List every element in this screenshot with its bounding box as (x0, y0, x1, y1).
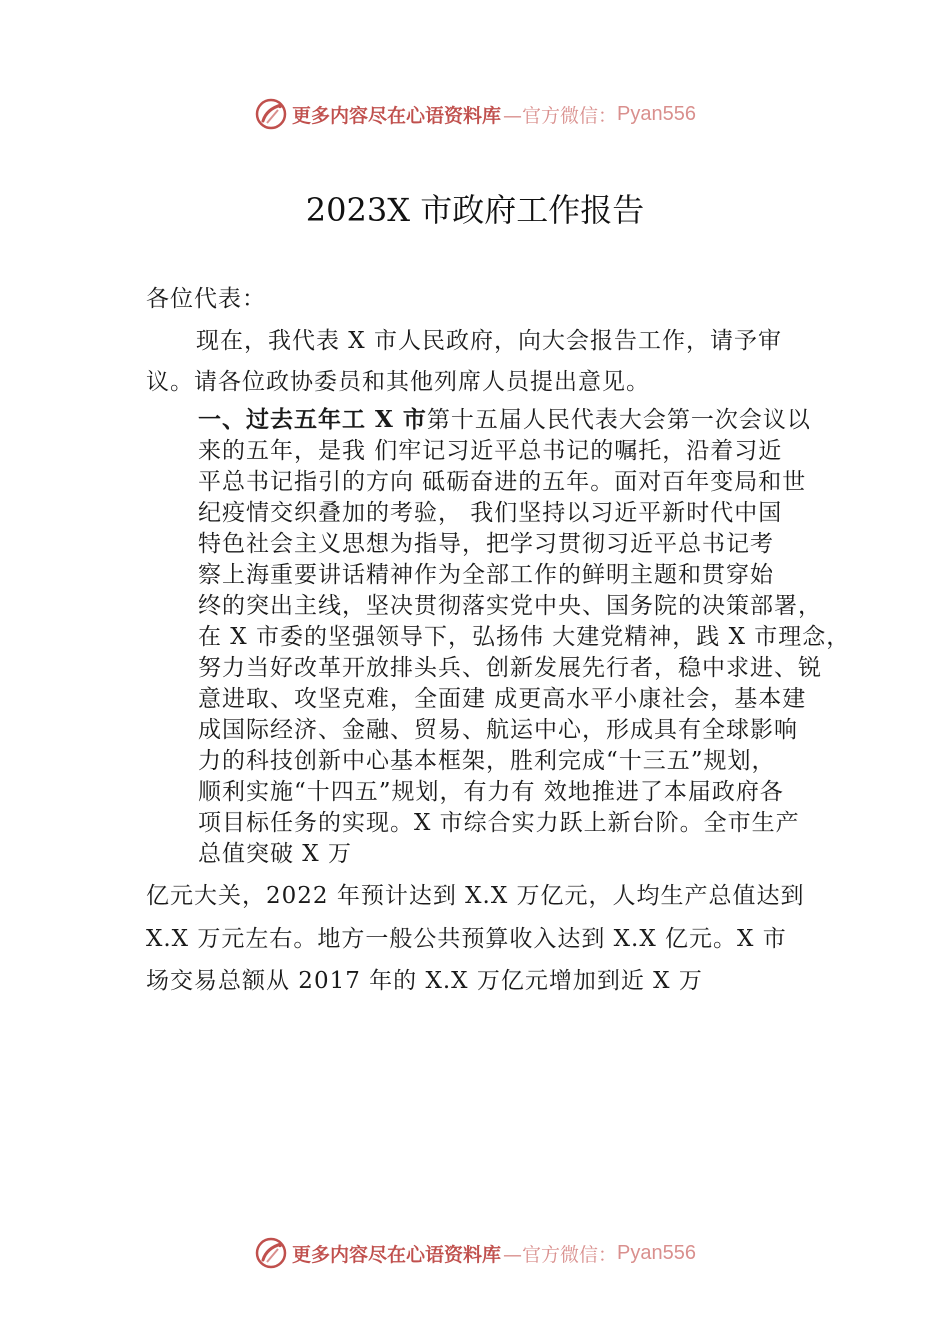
section-line-1-text: 第十五届人民代表大会第一次会议以 (426, 407, 811, 433)
section-line-8: 在 X 市委的坚强领导下，弘扬伟 大建党精神，践 X 市理念， (198, 624, 851, 650)
section-line-15: 总值突破 X 万 (198, 841, 352, 867)
footer-watermark-banner (0, 1233, 950, 1273)
intro-line-1: 现在，我代表 X 市人民政府，向大会报告工作，请予审 (196, 328, 782, 354)
intro-line-2: 议。请各位政协委员和其他列席人员提出意见。 (146, 369, 650, 395)
closing-line-3: 场交易总额从 2017 年的 X.X 万亿元增加到近 X 万 (146, 968, 703, 994)
brand-logo-icon (254, 1236, 288, 1270)
salutation: 各位代表： (146, 286, 266, 312)
banner-main-text: 更多内容尽在心语资料库 (292, 1243, 502, 1266)
closing-line-2: X.X 万元左右。地方一般公共预算收入达到 X.X 亿元。X 市 (146, 926, 787, 952)
section-line-11: 成国际经济、金融、贸易、航运中心，形成具有全球影响 (198, 717, 798, 743)
header-watermark-banner (0, 94, 950, 134)
document-title: 2023X 市政府工作报告 (305, 191, 645, 229)
section-line-2: 来的五年，是我 们牢记习近平总书记的嘱托，沿着习近 (198, 438, 783, 464)
banner-wechat-label: —官方微信： (503, 1243, 618, 1266)
banner-wechat-id: Pyan556 (617, 1241, 696, 1264)
banner-wechat-label: —官方微信： (503, 104, 618, 127)
section-line-3: 平总书记指引的方向 砥砺奋进的五年。面对百年变局和世 (198, 469, 807, 495)
section-line-1 (198, 405, 811, 435)
section-line-9: 努力当好改革开放排头兵、创新发展先行者，稳中求进、锐 (198, 655, 822, 681)
section-line-4: 纪疫情交织叠加的考验， 我们坚持以习近平新时代中国 (198, 500, 783, 526)
brand-logo-icon (254, 97, 288, 131)
section-line-6: 察上海重要讲话精神作为全部工作的鲜明主题和贯穿始 (198, 562, 774, 588)
section-line-13: 顺利实施“十四五”规划，有力有 效地推进了本届政府各 (198, 779, 784, 805)
section-heading: 一、过去五年工 X 市 (198, 406, 427, 433)
section-line-12: 力的科技创新中心基本框架，胜利完成“十三五”规划， (198, 748, 776, 774)
section-line-7: 终的突出主线，坚决贯彻落实党中央、国务院的决策部署， (198, 593, 822, 619)
banner-wechat-id: Pyan556 (617, 102, 696, 125)
section-line-10: 意进取、攻坚克难，全面建 成更高水平小康社会，基本建 (198, 686, 807, 712)
section-line-5: 特色社会主义思想为指导，把学习贯彻习近平总书记考 (198, 531, 774, 557)
section-line-14: 项目标任务的实现。X 市综合实力跃上新台阶。全市生产 (198, 810, 800, 836)
banner-main-text: 更多内容尽在心语资料库 (292, 104, 502, 127)
closing-line-1: 亿元大关，2022 年预计达到 X.X 万亿元，人均生产总值达到 (146, 883, 805, 909)
